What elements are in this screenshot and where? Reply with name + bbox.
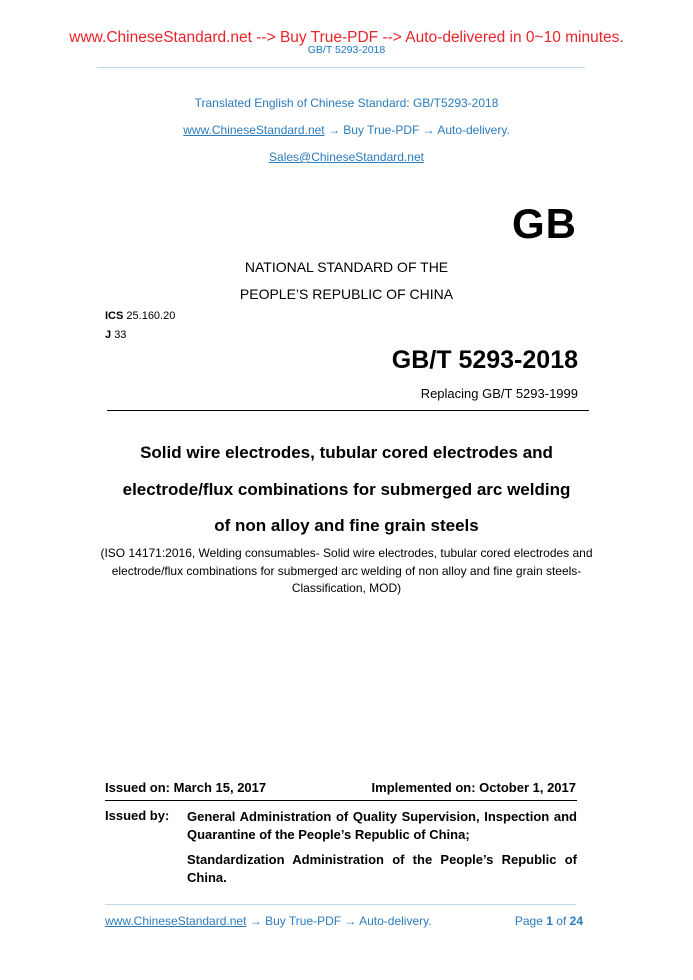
footer-buy-line [105,914,432,928]
footer-site-link[interactable]: www.ChineseStandard.net [105,914,247,928]
issued-by-label: Issued by: [105,808,170,823]
ics-label: ICS [105,310,124,322]
national-line-1: NATIONAL STANDARD OF THE [244,259,449,275]
footer-buy-text: → Buy True-PDF → Auto-delivery. [246,914,432,928]
iso-subtitle: (ISO 14171:2016, Welding consumables- Solid wire electrodes, tubular cored electrodes and electrode/flux combinations for submerged arc welding of non alloy and fine grain steels- Classification, MOD) [100,546,593,595]
issued-on: Issued on: March 15, 2017 [105,780,267,795]
ccs-value: 33 [114,329,127,341]
national-line-2: PEOPLE’S REPUBLIC OF CHINA [239,286,454,302]
implemented-on: Implemented on: October 1, 2017 [371,780,576,795]
sales-line [0,150,693,164]
header-doc-id: GB/T 5293-2018 [307,44,386,56]
ics-value: 25.160.20 [126,310,176,322]
replacing-note: Replacing GB/T 5293-1999 [420,386,578,401]
title-line-2: electrode/flux combinations for submerged arc welding [122,480,571,499]
issue-divider [105,800,577,801]
title-line-1: Solid wire electrodes, tubular cored electrodes and [140,443,553,462]
page-of: of [556,914,567,928]
issuer-sac: Standardization Administration of the People’s Republic of China. [187,852,577,885]
title-divider [107,410,589,411]
page-indicator [515,914,583,928]
page-label: Page [514,914,543,928]
translation-notice: Translated English of Chinese Standard: GB/T5293-2018 [194,96,499,110]
header-buy-text: → Buy True-PDF → Auto-delivery. [324,123,510,137]
page-current: 1 [546,914,553,928]
standard-number: GB/T 5293-2018 [391,346,578,374]
ccs-code [105,329,126,341]
header-divider [97,67,585,68]
header-buy-line [0,123,693,137]
promo-banner[interactable]: www.ChineseStandard.net --> Buy True-PDF --> Auto-delivered in 0~10 minutes. [69,29,624,46]
title-line-3: of non alloy and fine grain steels [214,516,479,535]
issuer-aqsiq: General Administration of Quality Supervision, Inspection and Quarantine of the People’s Republic of China; [187,809,577,842]
ccs-label: J [105,329,112,341]
sales-email-link[interactable]: Sales@ChineseStandard.net [269,150,424,164]
header-site-link[interactable]: www.ChineseStandard.net [183,123,325,137]
gb-mark: GB [512,200,577,247]
ics-code [105,310,175,322]
footer-divider [105,904,576,905]
page-total: 24 [569,914,583,928]
